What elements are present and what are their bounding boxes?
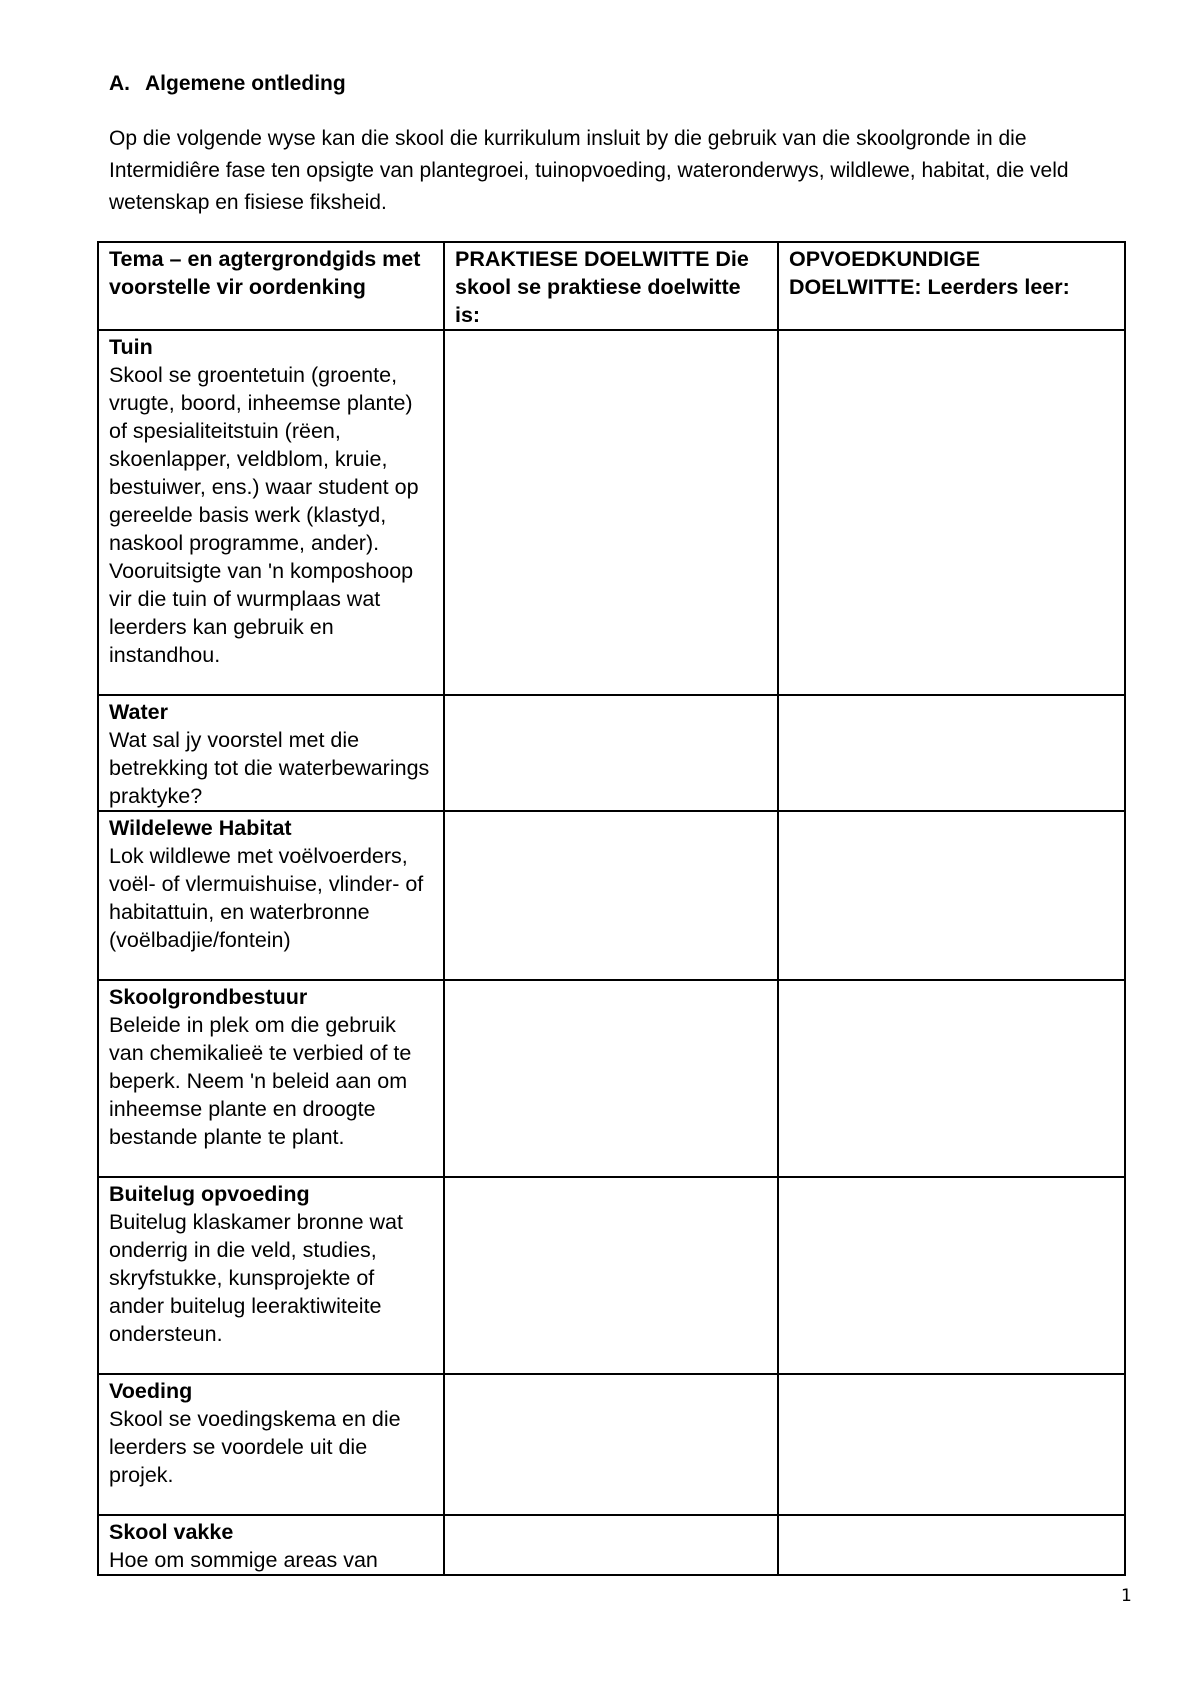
- practical-goals-cell[interactable]: [444, 980, 778, 1177]
- theme-description: Skool se voedingskema en die leerders se voordele uit die projek.: [109, 1407, 401, 1487]
- theme-title: Skoolgrondbestuur: [109, 985, 308, 1009]
- curriculum-table: [97, 241, 1126, 1576]
- educational-goals-cell[interactable]: [778, 695, 1125, 811]
- theme-description: Buitelug klaskamer bronne wat onderrig in die veld, studies, skryfstukke, kunsprojekte of ander buitelug leeraktiwiteite ondersteun.: [109, 1210, 403, 1346]
- header-educational-goals: OPVOEDKUNDIGE DOELWITTE: Leerders leer:: [778, 242, 1125, 330]
- table-row: [98, 1515, 1125, 1575]
- practical-goals-cell[interactable]: [444, 1515, 778, 1575]
- educational-goals-cell[interactable]: [778, 980, 1125, 1177]
- theme-description: Skool se groentetuin (groente, vrugte, boord, inheemse plante) of spesialiteitstuin (rëen, skoenlapper, veldblom, kruie, bestuiwer, ens.) waar student op gereelde basis werk (klastyd, naskool programme, ander). Vooruitsigte van 'n komposhoop vir die tuin of wurmplaas wat leerders kan gebruik en instandhou.: [109, 363, 419, 667]
- section-title: Algemene ontleding: [145, 72, 346, 95]
- intro-paragraph: Op die volgende wyse kan die skool die kurrikulum insluit by die gebruik van die skoolgronde in die Intermidiêre fase ten opsigte van plantegroei, tuinopvoeding, wateronderwys, wildlewe, habitat, die veld wetenskap en fisiese fiksheid.: [109, 127, 1069, 214]
- theme-title: Skool vakke: [109, 1520, 234, 1544]
- educational-goals-cell[interactable]: [778, 1177, 1125, 1374]
- theme-cell: [98, 695, 444, 811]
- practical-goals-cell[interactable]: [444, 330, 778, 695]
- theme-description: Hoe om sommige areas van: [109, 1548, 378, 1572]
- table-row: [98, 1177, 1125, 1374]
- educational-goals-cell[interactable]: [778, 330, 1125, 695]
- section-number: A.: [109, 72, 130, 95]
- table-row: [98, 980, 1125, 1177]
- theme-cell: [98, 330, 444, 695]
- theme-description: Beleide in plek om die gebruik van chemikalieë te verbied of te beperk. Neem 'n beleid aan om inheemse plante en droogte bestande plante te plant.: [109, 1013, 412, 1149]
- theme-description: Lok wildlewe met voëlvoerders, voël- of vlermuishuise, vlinder- of habitattuin, en waterbronne (voëlbadjie/fontein): [109, 844, 424, 952]
- table-row: [98, 811, 1125, 980]
- educational-goals-cell[interactable]: [778, 811, 1125, 980]
- practical-goals-cell[interactable]: [444, 1374, 778, 1515]
- header-theme: Tema – en agtergrondgids met voorstelle vir oordenking: [98, 242, 444, 330]
- theme-cell: [98, 980, 444, 1177]
- practical-goals-cell[interactable]: [444, 811, 778, 980]
- theme-description: Wat sal jy voorstel met die betrekking tot die waterbewarings praktyke?: [109, 728, 430, 808]
- educational-goals-cell[interactable]: [778, 1374, 1125, 1515]
- theme-cell: [98, 1515, 444, 1575]
- practical-goals-cell[interactable]: [444, 1177, 778, 1374]
- section-heading: [109, 72, 346, 96]
- page-number: 1: [1121, 1586, 1132, 1606]
- theme-cell: [98, 1177, 444, 1374]
- theme-title: Buitelug opvoeding: [109, 1182, 310, 1206]
- table-row: [98, 330, 1125, 695]
- header-practical-goals: PRAKTIESE DOELWITTE Die skool se praktiese doelwitte is:: [444, 242, 778, 330]
- theme-title: Water: [109, 700, 168, 724]
- table-row: [98, 695, 1125, 811]
- theme-cell: [98, 1374, 444, 1515]
- practical-goals-cell[interactable]: [444, 695, 778, 811]
- table-header-row: [98, 242, 1125, 330]
- theme-title: Voeding: [109, 1379, 193, 1403]
- theme-cell: [98, 811, 444, 980]
- educational-goals-cell[interactable]: [778, 1515, 1125, 1575]
- theme-title: Tuin: [109, 335, 153, 359]
- table-row: [98, 1374, 1125, 1515]
- theme-title: Wildelewe Habitat: [109, 816, 292, 840]
